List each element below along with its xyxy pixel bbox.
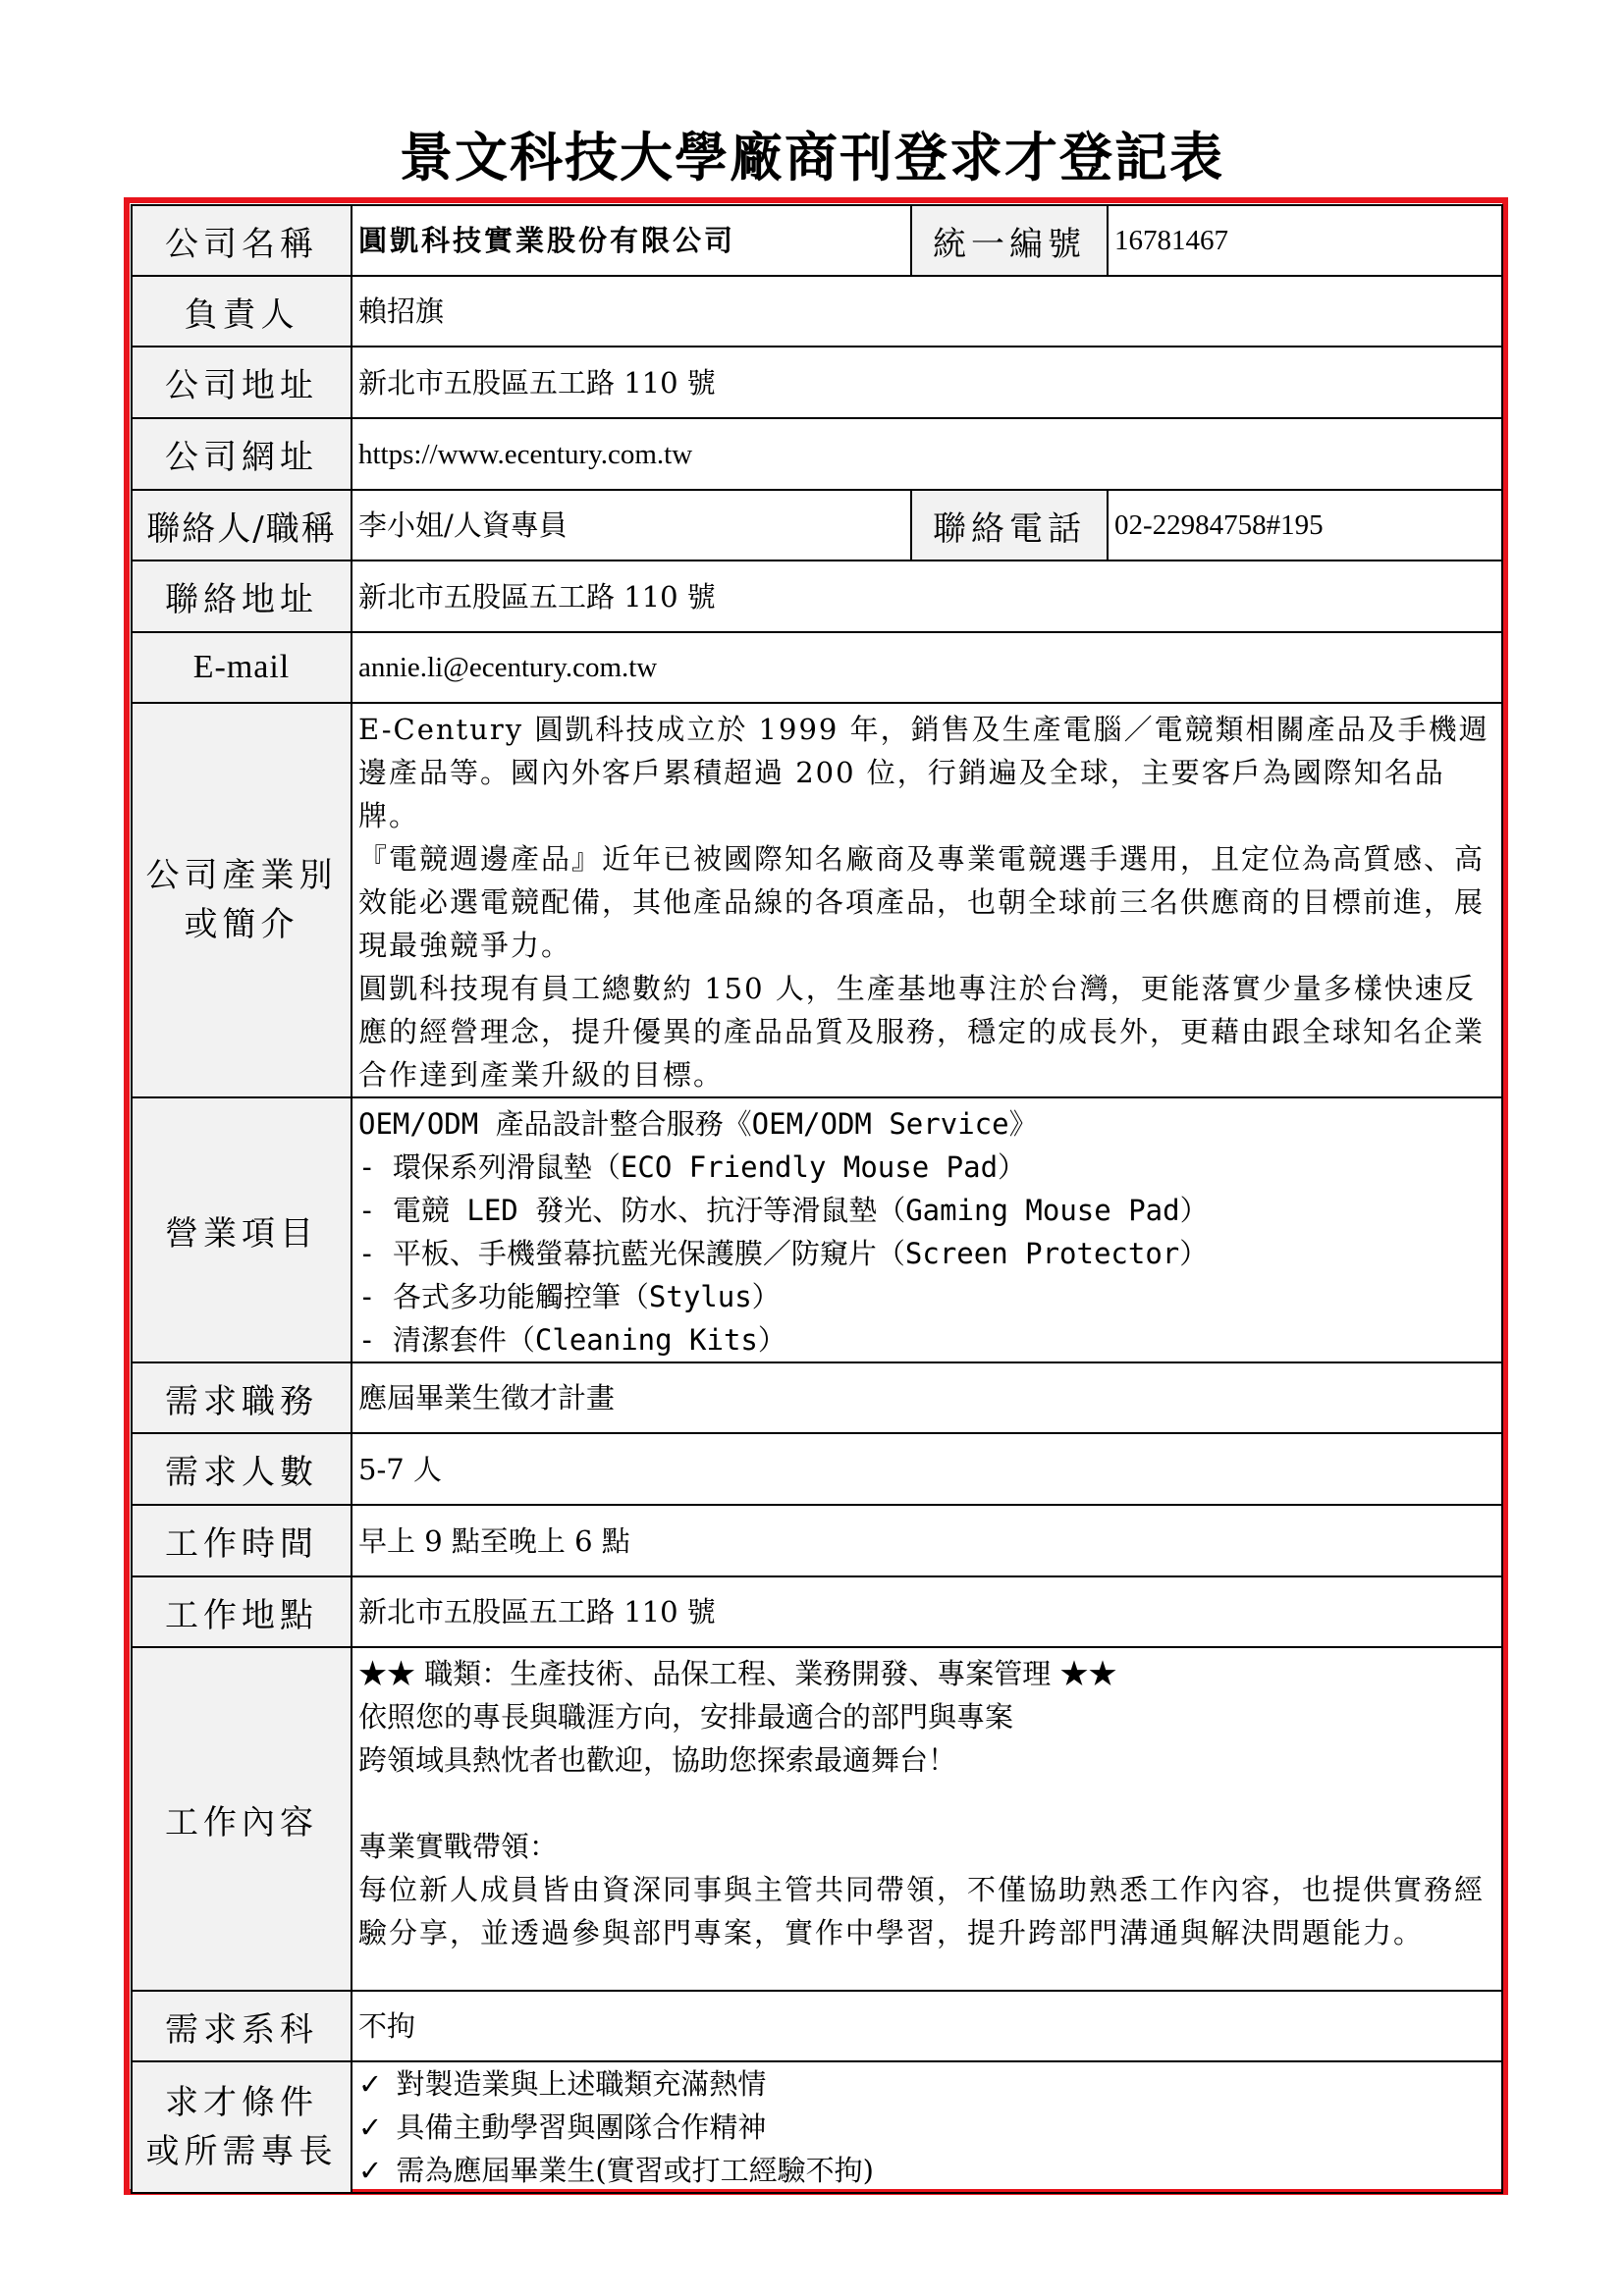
- row-requirements: [132, 2061, 1502, 2193]
- contact-address-label: 聯絡地址: [132, 561, 352, 632]
- row-position: [132, 1362, 1502, 1433]
- contact-address-value: 新北市五股區五工路 110 號: [352, 561, 1502, 632]
- business-item: - 電競 LED 發光、防水、抗汙等滑鼠墊（Gaming Mouse Pad）: [358, 1194, 1209, 1227]
- requirements-label-line2: 或所需專長: [145, 2132, 338, 2171]
- row-contact-address: [132, 561, 1502, 632]
- requirements-value: [352, 2061, 1502, 2193]
- business-label: 營業項目: [132, 1097, 352, 1362]
- website-label: 公司網址: [132, 418, 352, 490]
- business-item: - 環保系列滑鼠墊（ECO Friendly Mouse Pad）: [358, 1150, 1027, 1184]
- intro-label-line1: 公司產業別: [145, 856, 338, 895]
- phone-label: 聯絡電話: [911, 490, 1108, 561]
- address-value: 新北市五股區五工路 110 號: [352, 347, 1502, 418]
- job-content-value: [352, 1647, 1502, 1991]
- row-business: [132, 1097, 1502, 1362]
- check-icon: ✓: [358, 2067, 383, 2101]
- address-label: 公司地址: [132, 347, 352, 418]
- row-hours: [132, 1505, 1502, 1576]
- intro-label-line2: 或簡介: [184, 905, 299, 944]
- row-website: [132, 418, 1502, 490]
- business-value: [352, 1097, 1502, 1362]
- owner-value: 賴招旗: [352, 276, 1502, 347]
- job-category-line: ★★ 職類：生產技術、品保工程、業務開發、專案管理 ★★: [358, 1657, 1117, 1690]
- department-value: 不拘: [352, 1991, 1502, 2061]
- row-contact: [132, 490, 1502, 561]
- contact-label: 聯絡人/職稱: [132, 490, 352, 561]
- row-count: [132, 1433, 1502, 1505]
- requirement-item: ✓ 對製造業與上述職類充滿熱情: [358, 2067, 767, 2101]
- registration-table: [131, 204, 1503, 2194]
- website-link[interactable]: https://www.ecentury.com.tw: [352, 418, 1502, 490]
- tax-id-label: 統一編號: [911, 205, 1108, 276]
- form-title: 景文科技大學廠商刊登求才登記表: [400, 126, 1224, 188]
- check-icon: ✓: [358, 2154, 383, 2187]
- check-icon: ✓: [358, 2110, 383, 2144]
- phone-value: 02-22984758#195: [1108, 490, 1502, 561]
- row-email: [132, 632, 1502, 703]
- job-content-line: 跨領域具熱忱者也歡迎，協助您探索最適舞台！: [358, 1743, 957, 1777]
- row-company-name: [132, 205, 1502, 276]
- intro-paragraph-3: 圓凱科技現有員工總數約 150 人，生產基地專注於台灣，更能落實少量多樣快速反應的經營理念，提升優異的產品品質及服務，穩定的成長外，更藉由跟全球知名企業合作達到產業升級的目標。: [358, 972, 1486, 1092]
- blank-line: [358, 1782, 1495, 1825]
- position-value: 應屆畢業生徵才計畫: [352, 1362, 1502, 1433]
- business-item: - 各式多功能觸控筆（Stylus）: [358, 1280, 781, 1313]
- email-label: E-mail: [132, 632, 352, 703]
- count-label: 需求人數: [132, 1433, 352, 1505]
- owner-label: 負責人: [132, 276, 352, 347]
- company-name-value: 圓凱科技實業股份有限公司: [352, 205, 911, 276]
- requirements-label-line1: 求才條件: [165, 2083, 318, 2122]
- business-item: - 清潔套件（Cleaning Kits）: [358, 1323, 786, 1357]
- location-value: 新北市五股區五工路 110 號: [352, 1576, 1502, 1647]
- email-link[interactable]: annie.li@ecentury.com.tw: [352, 632, 1502, 703]
- job-content-line: 專業實戰帶領：: [358, 1830, 559, 1863]
- business-item: OEM/ODM 產品設計整合服務《OEM/ODM Service》: [358, 1107, 1038, 1141]
- business-item: - 平板、手機螢幕抗藍光保護膜／防窺片（Screen Protector）: [358, 1237, 1209, 1270]
- row-department: [132, 1991, 1502, 2061]
- intro-label: [132, 703, 352, 1097]
- intro-value: [352, 703, 1502, 1097]
- tax-id-value: 16781467: [1108, 205, 1502, 276]
- requirements-label: [132, 2061, 352, 2193]
- hours-label: 工作時間: [132, 1505, 352, 1576]
- row-owner: [132, 276, 1502, 347]
- department-label: 需求系科: [132, 1991, 352, 2061]
- job-content-paragraph: 每位新人成員皆由資深同事與主管共同帶領，不僅協助熟悉工作內容，也提供實務經驗分享，並透過參與部門專案，實作中學習，提升跨部門溝通與解決問題能力。: [358, 1873, 1486, 1949]
- job-content-line: 依照您的專長與職涯方向，安排最適合的部門與專案: [358, 1700, 1014, 1734]
- intro-paragraph-2: 『電競週邊產品』近年已被國際知名廠商及專業電競選手選用，且定位為高質感、高效能必選電競配備，其他產品線的各項產品，也朝全球前三名供應商的目標前進，展現最強競爭力。: [358, 842, 1486, 962]
- row-company-intro: [132, 703, 1502, 1097]
- count-value: 5-7 人: [352, 1433, 1502, 1505]
- requirement-item: ✓ 具備主動學習與團隊合作精神: [358, 2110, 767, 2144]
- company-name-label: 公司名稱: [132, 205, 352, 276]
- position-label: 需求職務: [132, 1362, 352, 1433]
- intro-paragraph-1: E-Century 圓凱科技成立於 1999 年，銷售及生產電腦／電競類相關產品及手機週邊產品等。國內外客戶累積超過 200 位，行銷遍及全球，主要客戶為國際知名品牌。: [358, 713, 1489, 832]
- job-content-label: 工作內容: [132, 1647, 352, 1991]
- row-location: [132, 1576, 1502, 1647]
- row-address: [132, 347, 1502, 418]
- location-label: 工作地點: [132, 1576, 352, 1647]
- requirement-item: ✓ 需為應屆畢業生(實習或打工經驗不拘): [358, 2154, 874, 2187]
- row-job-content: [132, 1647, 1502, 1991]
- contact-value: 李小姐/人資專員: [352, 490, 911, 561]
- hours-value: 早上 9 點至晚上 6 點: [352, 1505, 1502, 1576]
